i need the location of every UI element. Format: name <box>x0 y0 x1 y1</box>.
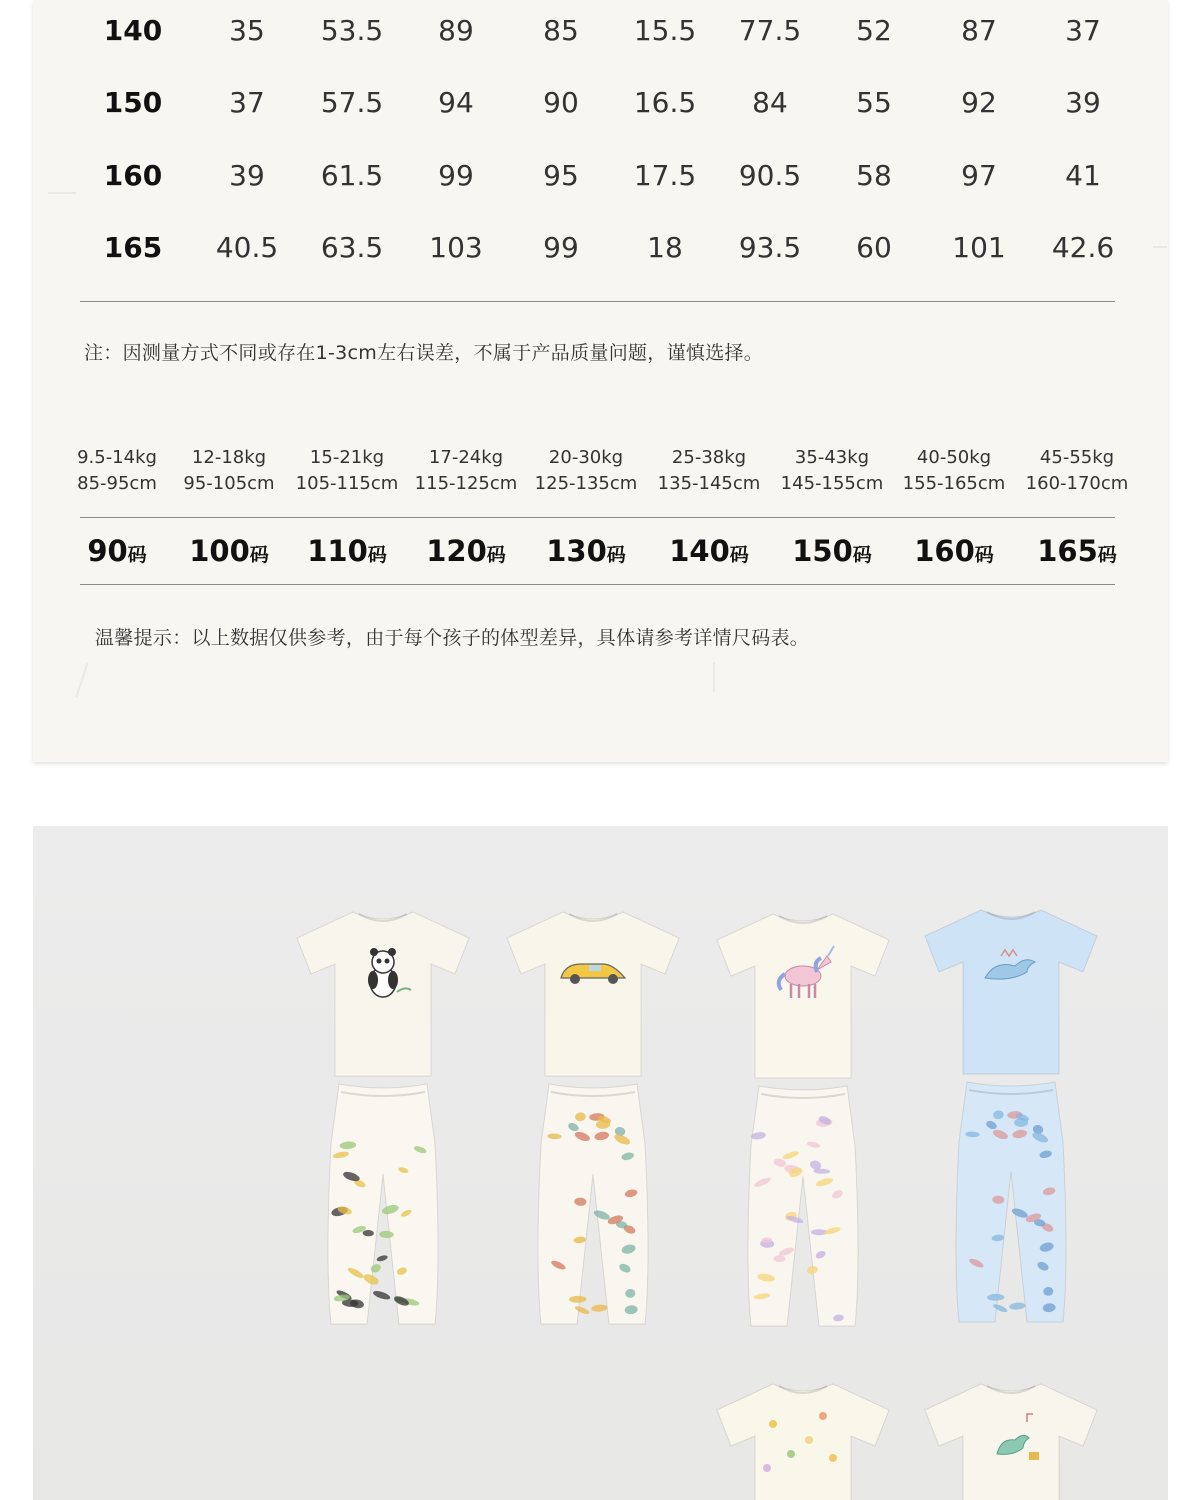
size-code-number: 110 <box>307 534 368 568</box>
size-code-unit: 码 <box>729 544 749 566</box>
size-range-cell <box>285 445 409 497</box>
table-row <box>33 11 1168 51</box>
size-range-cell <box>1015 445 1139 497</box>
divider <box>80 584 1115 585</box>
table-cell: 15.5 <box>633 14 697 47</box>
height-range: 160-170cm <box>1025 473 1129 494</box>
size-code-number: 160 <box>914 534 975 568</box>
table-cell: 77.5 <box>738 14 802 47</box>
height-range: 115-125cm <box>414 473 518 494</box>
size-code <box>55 531 179 575</box>
size-code <box>285 531 409 575</box>
weight-range: 17-24kg <box>428 447 504 468</box>
table-cell: 18 <box>647 231 683 264</box>
size-range-cell <box>167 445 291 497</box>
table-cell: 39 <box>1065 86 1101 119</box>
size-label: 160 <box>103 159 163 192</box>
size-code-unit: 码 <box>852 544 872 566</box>
table-row <box>33 156 1168 196</box>
size-code-unit: 码 <box>127 544 147 566</box>
table-cell: 90.5 <box>738 159 802 192</box>
reference-tip: 温馨提示：以上数据仅供参考，由于每个孩子的体型差异，具体请参考详情尺码表。 <box>95 627 810 649</box>
pajama-set-image[interactable] <box>919 1378 1103 1500</box>
table-cell: 84 <box>752 86 788 119</box>
size-code <box>892 531 1016 575</box>
pajama-set-image[interactable] <box>919 904 1103 1374</box>
size-code <box>524 531 648 575</box>
size-code <box>770 531 894 575</box>
size-code-unit: 码 <box>367 544 387 566</box>
size-range-cell <box>770 445 894 497</box>
table-cell: 99 <box>438 159 474 192</box>
pajama-pants <box>328 1084 438 1324</box>
table-cell: 35 <box>229 14 265 47</box>
size-chart-card <box>33 0 1168 762</box>
table-cell: 63.5 <box>320 231 384 264</box>
table-cell: 103 <box>429 231 483 264</box>
height-range: 85-95cm <box>77 473 157 494</box>
size-code-number: 90 <box>87 534 128 568</box>
height-range: 105-115cm <box>295 473 399 494</box>
size-range-cell <box>404 445 528 497</box>
size-code-number: 150 <box>792 534 853 568</box>
size-label: 140 <box>103 14 163 47</box>
size-range-cell <box>892 445 1016 497</box>
table-row <box>33 83 1168 123</box>
table-cell: 92 <box>961 86 997 119</box>
table-cell: 17.5 <box>633 159 697 192</box>
table-cell: 94 <box>438 86 474 119</box>
size-code-number: 120 <box>426 534 487 568</box>
weight-range: 15-21kg <box>309 447 385 468</box>
table-cell: 58 <box>856 159 892 192</box>
height-range: 125-135cm <box>534 473 638 494</box>
product-gallery <box>33 826 1168 1500</box>
table-cell: 97 <box>961 159 997 192</box>
pajama-pants <box>748 1086 858 1326</box>
t-shirt <box>717 1384 889 1500</box>
size-code <box>647 531 771 575</box>
size-code <box>1015 531 1139 575</box>
height-range: 95-105cm <box>183 473 275 494</box>
pajama-set-image[interactable] <box>711 1378 895 1500</box>
table-cell: 95 <box>543 159 579 192</box>
weight-range: 40-50kg <box>916 447 992 468</box>
table-cell: 37 <box>229 86 265 119</box>
table-cell: 89 <box>438 14 474 47</box>
table-cell: 61.5 <box>320 159 384 192</box>
weight-range: 25-38kg <box>671 447 747 468</box>
height-range: 155-165cm <box>902 473 1006 494</box>
table-cell: 16.5 <box>633 86 697 119</box>
size-range-cell <box>524 445 648 497</box>
size-label: 150 <box>103 86 163 119</box>
table-cell: 55 <box>856 86 892 119</box>
size-range-cell <box>647 445 771 497</box>
size-code-unit: 码 <box>606 544 626 566</box>
table-cell: 93.5 <box>738 231 802 264</box>
weight-range: 20-30kg <box>548 447 624 468</box>
table-cell: 85 <box>543 14 579 47</box>
table-cell: 87 <box>961 14 997 47</box>
size-code <box>167 531 291 575</box>
measurement-note: 注：因测量方式不同或存在1-3cm左右误差，不属于产品质量问题，谨慎选择。 <box>84 342 764 364</box>
size-code-number: 140 <box>669 534 730 568</box>
t-shirt <box>717 914 889 1078</box>
divider <box>80 517 1115 518</box>
size-code-unit: 码 <box>1097 544 1117 566</box>
weight-range: 9.5-14kg <box>77 447 157 468</box>
table-cell: 40.5 <box>215 231 279 264</box>
size-range-cell <box>55 445 179 497</box>
table-cell: 53.5 <box>320 14 384 47</box>
table-cell: 41 <box>1065 159 1101 192</box>
pajama-set-image[interactable] <box>711 908 895 1378</box>
weight-range: 12-18kg <box>191 447 267 468</box>
table-cell: 60 <box>856 231 892 264</box>
size-code-number: 100 <box>189 534 250 568</box>
size-code <box>404 531 528 575</box>
table-cell: 37 <box>1065 14 1101 47</box>
height-range: 145-155cm <box>780 473 884 494</box>
size-code-number: 130 <box>546 534 607 568</box>
table-cell: 42.6 <box>1051 231 1115 264</box>
t-shirt <box>507 912 679 1076</box>
t-shirt <box>925 910 1097 1074</box>
height-range: 135-145cm <box>657 473 761 494</box>
table-cell: 39 <box>229 159 265 192</box>
size-code-unit: 码 <box>974 544 994 566</box>
table-row <box>33 228 1168 268</box>
size-code-number: 165 <box>1037 534 1098 568</box>
pajama-set-image[interactable] <box>291 906 475 1376</box>
table-cell: 99 <box>543 231 579 264</box>
size-code-unit: 码 <box>486 544 506 566</box>
table-cell: 101 <box>952 231 1006 264</box>
weight-range: 45-55kg <box>1039 447 1115 468</box>
size-label: 165 <box>103 231 163 264</box>
table-cell: 57.5 <box>320 86 384 119</box>
weight-range: 35-43kg <box>794 447 870 468</box>
divider <box>80 301 1115 302</box>
table-cell: 90 <box>543 86 579 119</box>
size-code-unit: 码 <box>249 544 269 566</box>
pajama-set-image[interactable] <box>501 906 685 1376</box>
table-cell: 52 <box>856 14 892 47</box>
